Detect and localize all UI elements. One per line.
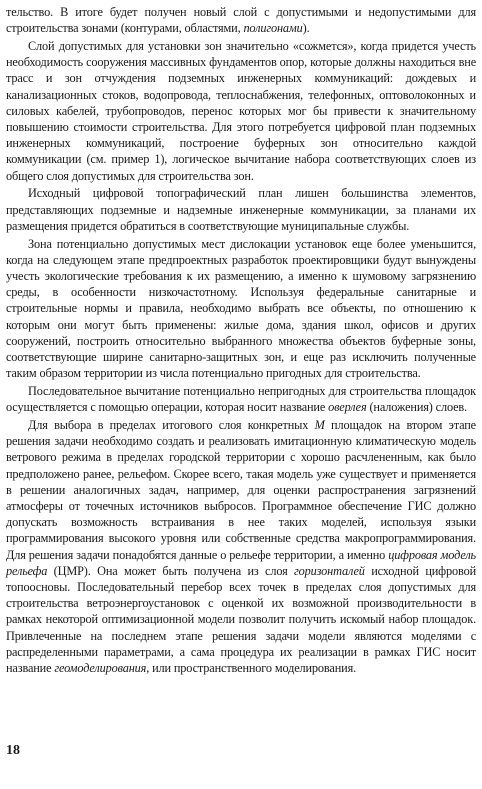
paragraph <box>6 185 476 234</box>
text-run: Последовательное вычитание потенциально непригодных для строительства площадок осуществляется с помощью операции, которая носит название <box>6 384 476 415</box>
text-run: , или пространственного моделирования. <box>146 661 357 676</box>
text-run: Слой допустимых для установки зон значительно «сожмется», когда придется учесть необходимость сооружения массивных фундаментов опор, которые должны находиться вне трасс и зон отчуждения подземных инженерных коммуникаций: дождевых и канализационных стоков, водопровода, теплоснабжения, телефонных, оптоволоконных и силовых кабелей, трубопроводов, перенос которых мог бы привести к значительному повышению стоимости строительства. Для этого потребуется цифровой план подземных инженерных коммуникаций, построение буферных зон относительно каждой коммуникации (см. пример 1), логическое вычитание набора соответствующих слоев из общего слоя допустимых для строительства зон. <box>6 39 476 183</box>
text-run: исходной цифровой топоосновы. Последовательный перебор всех точек в пределах слоя допустимых для строительства ветроэнергоустановок с оценкой их возможной производительности в рамках некоторой оптимизационной модели позволит получить искомый набор площадок. Привлеченные на последнем этапе решения задачи модели являются моделями с распределенными параметрами, а сама процедура их реализации в рамках ГИС носит название <box>6 563 476 676</box>
paragraph <box>6 4 476 36</box>
text-run: Исходный цифровой топографический план лишен большинства элементов, представляющих подземные и надземные инженерные коммуникации, за планами их размещения придется обратиться в соответствующие муниципальные службы. <box>6 186 476 233</box>
body-text <box>6 4 476 676</box>
italic-term: оверлея <box>328 400 367 415</box>
italic-term: геомоделирования <box>54 661 147 676</box>
paragraph <box>6 417 476 676</box>
paragraph <box>6 236 476 382</box>
text-run: Зона потенциально допустимых мест дислокации установок еще более уменьшится, когда на следующем этапе предпроектных разработок проектировщики будут вынуждены учесть экологические требования к их размещению, а именно к шумовому загрязнению среды, в особенности низкочастотному. Используя федеральные санитарные и строительные нормы и правила, необходимо выбрать все объекты, по отношению к которым они могут быть применены: жилые дома, здания школ, офисов и других сооружений, построить относительно выбранного множества объектов буферные зоны, соответствующие ширине санитарно-защитных зон, и еще раз исключить полученные таким образом территории из числа потенциально пригодных для строительства. <box>6 236 476 381</box>
text-run: площадок на втором этапе решения задачи необходимо создать и реализовать имитационную климатическую модель ветрового режима в пределах городской территории с хорошо расчлененным, как было предположено ранее, рельефом. Скорее всего, такая модель уже существует и применяется в решении аналогичных задач, например, для оценки распространения загрязнений атмосферы от точечных источников выбросов. Программное обеспечение ГИС должно допускать возможность встраивания в нее таких моделей, используя языки программирования высокого уровня или собственные средства макропрограммирования. Для решения задачи понадобятся данные о рельефе территории, а именно <box>6 418 476 562</box>
paragraph <box>6 38 476 184</box>
text-run: тельство. В итоге будет получен новый слой с допустимыми и недопустимыми для строительства зонами (контурами, областями, <box>6 5 476 36</box>
italic-term: цифровая модель рельефа <box>6 547 476 578</box>
page-number: 18 <box>6 743 20 758</box>
paragraph <box>6 383 476 415</box>
italic-term: М <box>314 418 325 433</box>
italic-term: горизонталей <box>294 563 365 578</box>
text-run: Для выбора в пределах итогового слоя конкретных <box>28 418 315 433</box>
text-run: ). <box>302 21 310 36</box>
text-run: (наложения) слоев. <box>366 400 467 415</box>
text-run: (ЦМР). Она может быть получена из слоя <box>47 563 294 578</box>
italic-term: полигонами <box>243 21 303 36</box>
